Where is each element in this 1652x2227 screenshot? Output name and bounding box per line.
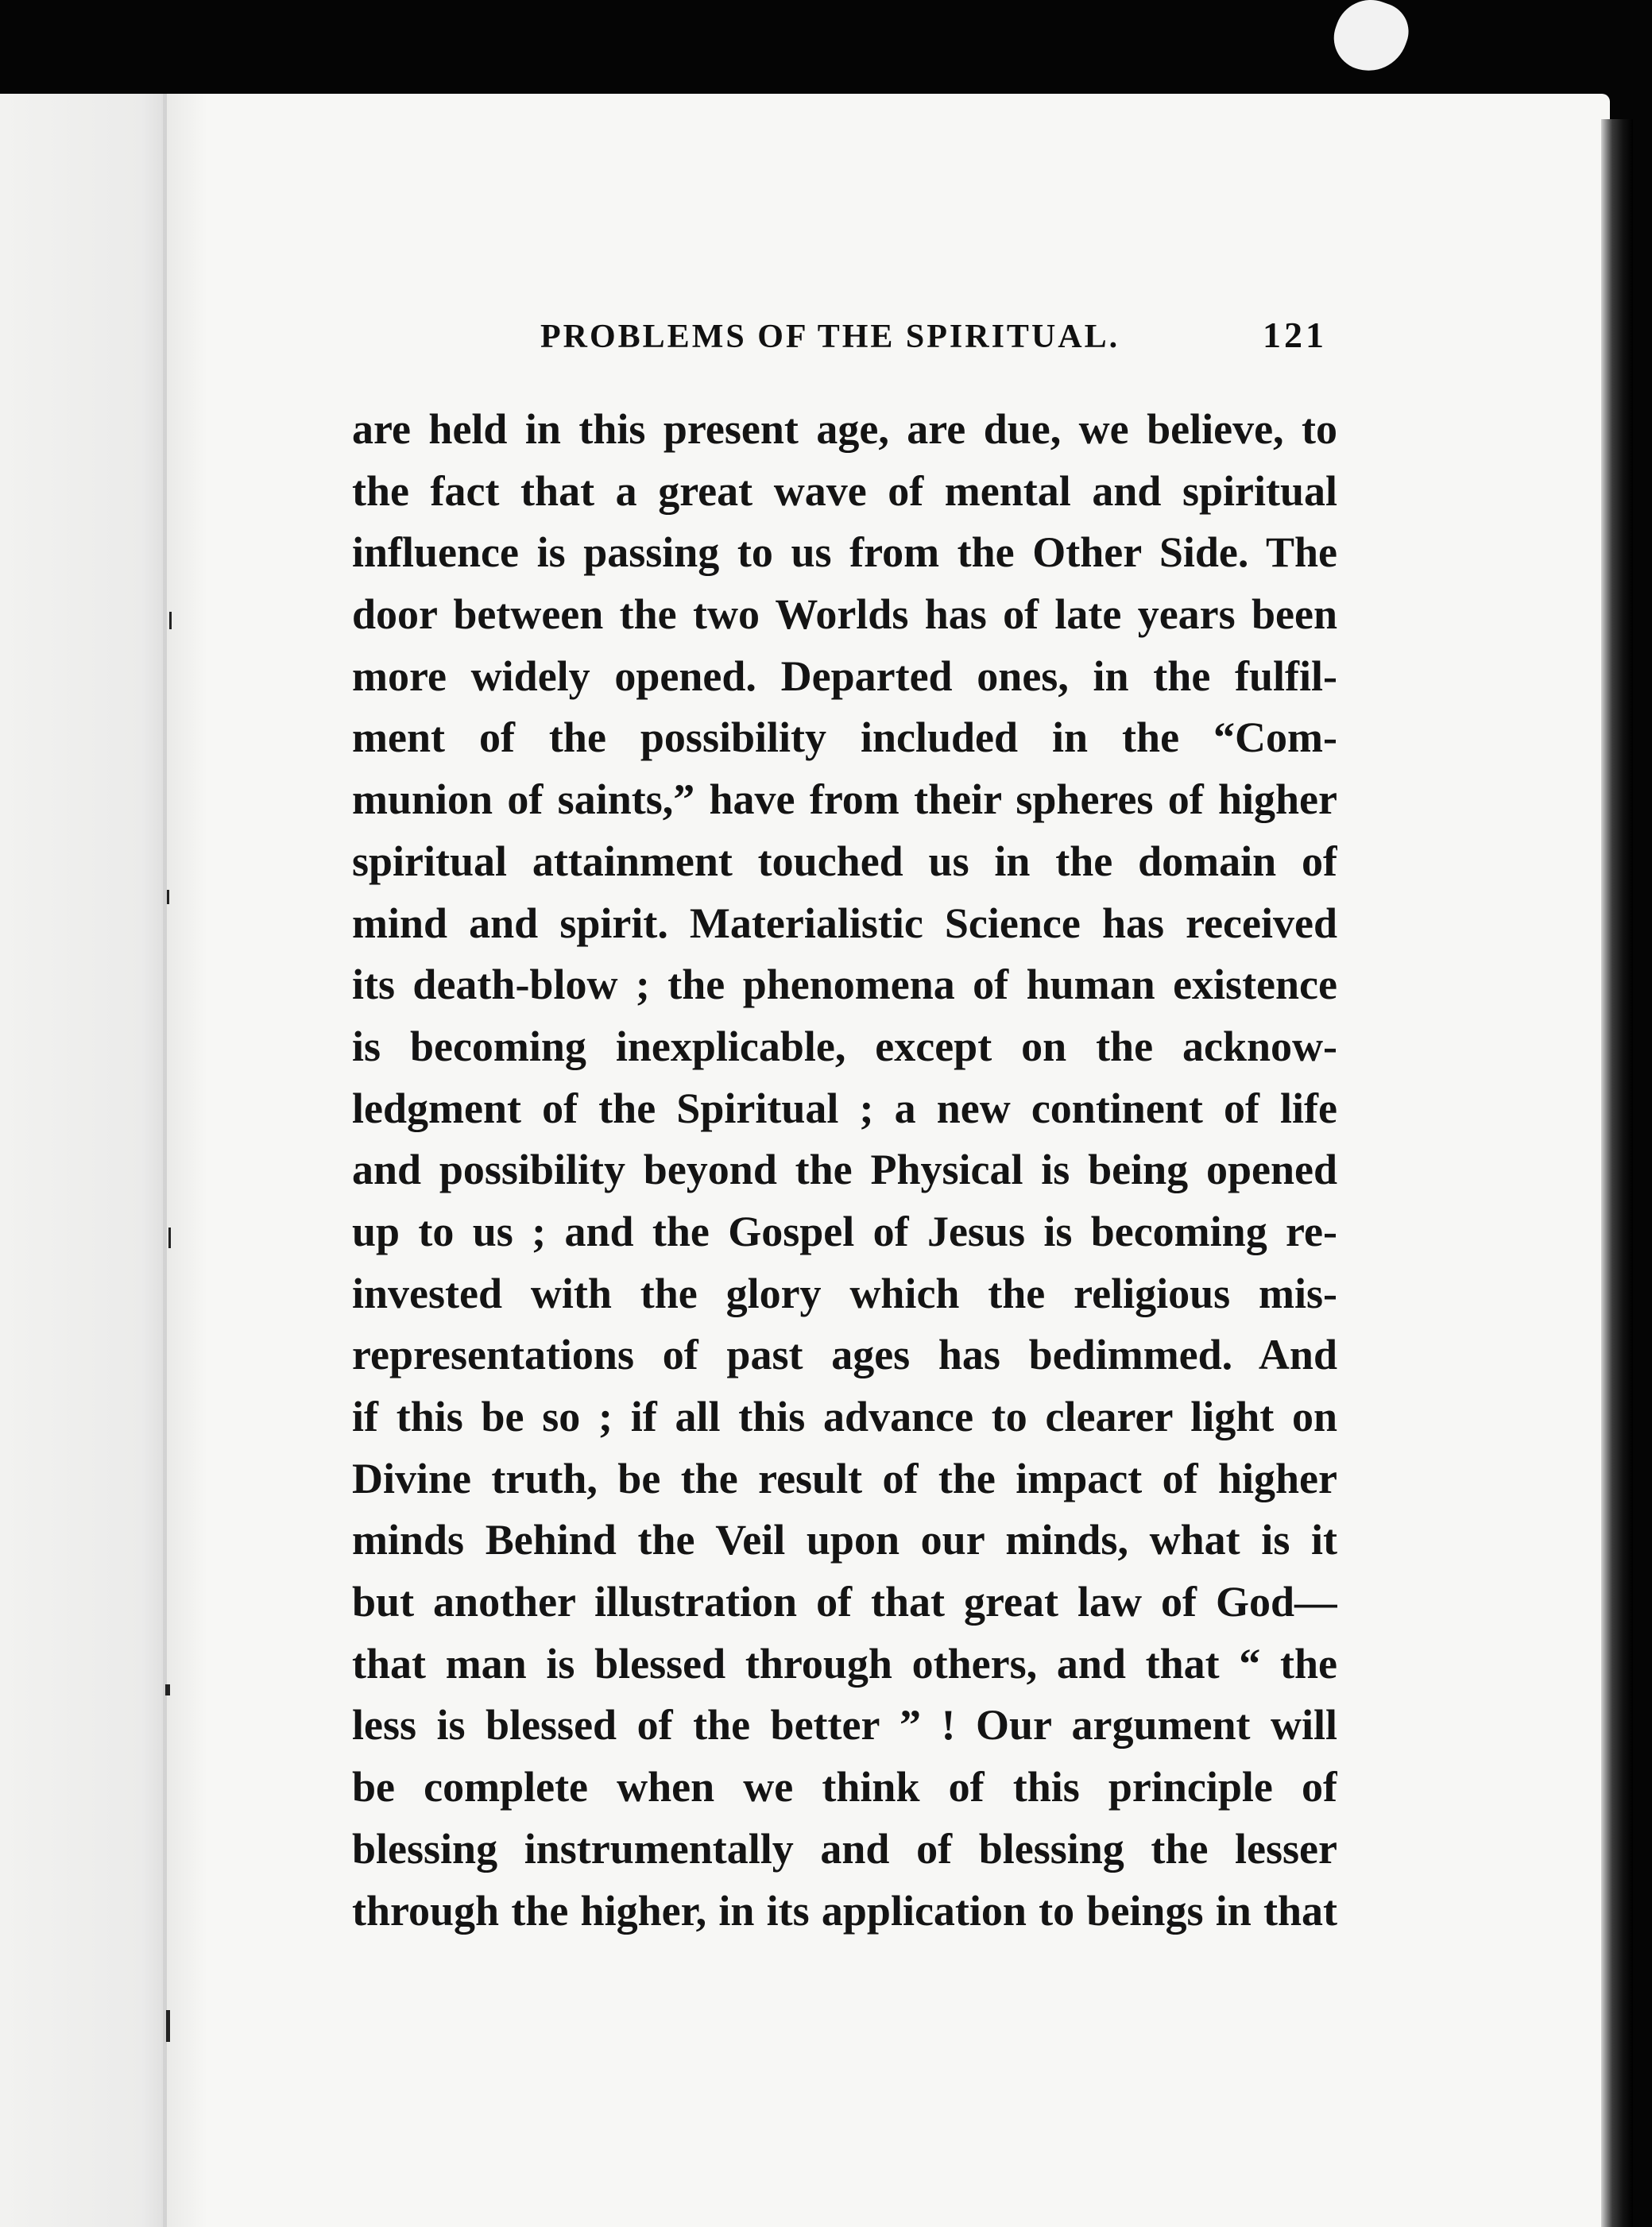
text-line: spiritual attainment touched us in the domain of: [352, 837, 1337, 885]
text-line: if this be so ; if all this advance to clearer light on: [352, 1393, 1337, 1440]
text-line: less is blessed of the better ” ! Our argument will: [352, 1701, 1337, 1750]
margin-speck: [165, 1684, 170, 1695]
text-line: mind and spirit. Materialistic Science has received: [352, 899, 1337, 947]
running-head: [358, 314, 1327, 377]
page-right-edge: [1601, 119, 1633, 2227]
running-title: PROBLEMS OF THE SPIRITUAL.: [540, 319, 1120, 355]
text-line: the fact that a great wave of mental and spiritual: [352, 466, 1337, 515]
text-line: are held in this present age, are due, we believe, to: [352, 405, 1337, 453]
text-line: ledgment of the Spiritual ; a new continent of life: [352, 1084, 1337, 1132]
text-line: minds Behind the Veil upon our minds, what is it: [352, 1516, 1337, 1564]
margin-speck: [166, 2010, 170, 2042]
text-line: through the higher, in its application to beings in that: [352, 1886, 1337, 1935]
text-line: but another illustration of that great law of God—: [352, 1578, 1337, 1626]
page-gutter: [163, 94, 226, 2227]
text-line: its death-blow ; the phenomena of human existence: [352, 961, 1337, 1009]
text-line: munion of saints,” have from their spheres of higher: [352, 775, 1337, 824]
page-number: 121: [1263, 315, 1327, 355]
text-line: and possibility beyond the Physical is being opened: [352, 1146, 1337, 1194]
text-line: up to us ; and the Gospel of Jesus is becoming re-: [352, 1207, 1337, 1255]
text-line: blessing instrumentally and of blessing the lesser: [352, 1824, 1337, 1873]
text-line: Divine truth, be the result of the impact of higher: [352, 1454, 1337, 1502]
facing-page-edge: [0, 94, 167, 2227]
text-line: representations of past ages has bedimmed. And: [352, 1331, 1337, 1379]
text-line: door between the two Worlds has of late years been: [352, 590, 1337, 639]
text-line: is becoming inexplicable, except on the acknow-: [352, 1022, 1337, 1070]
margin-speck: [167, 890, 169, 904]
margin-speck: [168, 1228, 171, 1248]
body-text: [352, 399, 1337, 1942]
text-line: more widely opened. Departed ones, in the fulfil-: [352, 651, 1337, 700]
text-line: influence is passing to us from the Other Side. The: [352, 528, 1337, 577]
text-line: invested with the glory which the religious mis-: [352, 1269, 1337, 1317]
text-line: ment of the possibility included in the “Com-: [352, 713, 1337, 762]
text-line: be complete when we think of this principle of: [352, 1763, 1337, 1811]
text-line: that man is blessed through others, and that “ the: [352, 1639, 1337, 1688]
margin-speck: [169, 612, 172, 629]
